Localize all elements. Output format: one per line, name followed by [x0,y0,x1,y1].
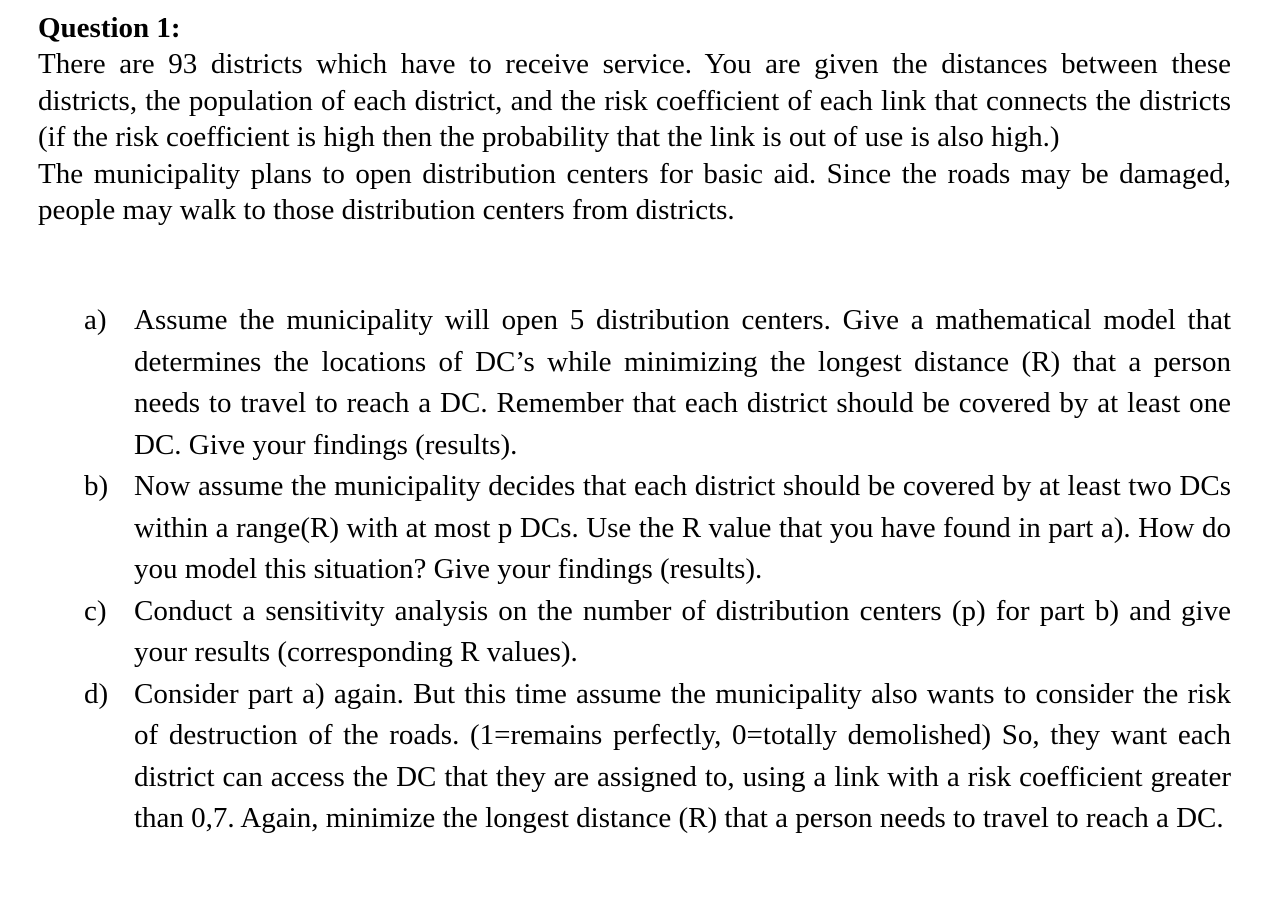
question-title: Question 1: [38,12,181,44]
sub-question-d [84,674,1231,840]
sub-question-a [84,300,1231,466]
question-intro [38,46,1231,229]
sub-question-list [84,300,1231,840]
intro-paragraph-2: The municipality plans to open distribution centers for basic aid. Since the roads may be damaged, people may walk to those distribution centers from districts. [38,157,1231,226]
sub-question-text: Conduct a sensitivity analysis on the number of distribution centers (p) for part b) and give your results (corresponding R values). [134,594,1231,668]
sub-question-c [84,591,1231,674]
sub-question-text: Assume the municipality will open 5 distribution centers. Give a mathematical model that determines the locations of DC’s while minimizing the longest distance (R) that a person needs to travel to reach a DC. Remember that each district should be covered by at least one DC. Give your findings (results). [134,304,1231,461]
sub-question-label: c) [84,594,107,627]
sub-question-label: d) [84,677,109,710]
intro-paragraph-1: There are 93 districts which have to receive service. You are given the distances between these districts, the population of each district, and the risk coefficient of each link that connects the districts (if the risk coefficient is high then the probability that the link is out of use is also high.) [38,48,1231,153]
sub-question-label: b) [84,470,109,502]
sub-question-text: Consider part a) again. But this time assume the municipality also wants to consider the risk of destruction of the roads. (1=remains perfectly, 0=totally demolished) So, they want each district can access the DC that they are assigned to, using a link with a risk coefficient greater than 0,7. Again, minimize the longest distance (R) that a person needs to travel to reach a DC. [134,677,1231,834]
sub-question-text: Now assume the municipality decides that each district should be covered by at least two DCs within a range(R) with at most p DCs. Use the R value that you have found in part a). How do you model this situation? Give your findings (results). [134,470,1231,585]
sub-question-label: a) [84,304,107,336]
sub-question-b [84,466,1231,591]
document [38,10,1231,229]
